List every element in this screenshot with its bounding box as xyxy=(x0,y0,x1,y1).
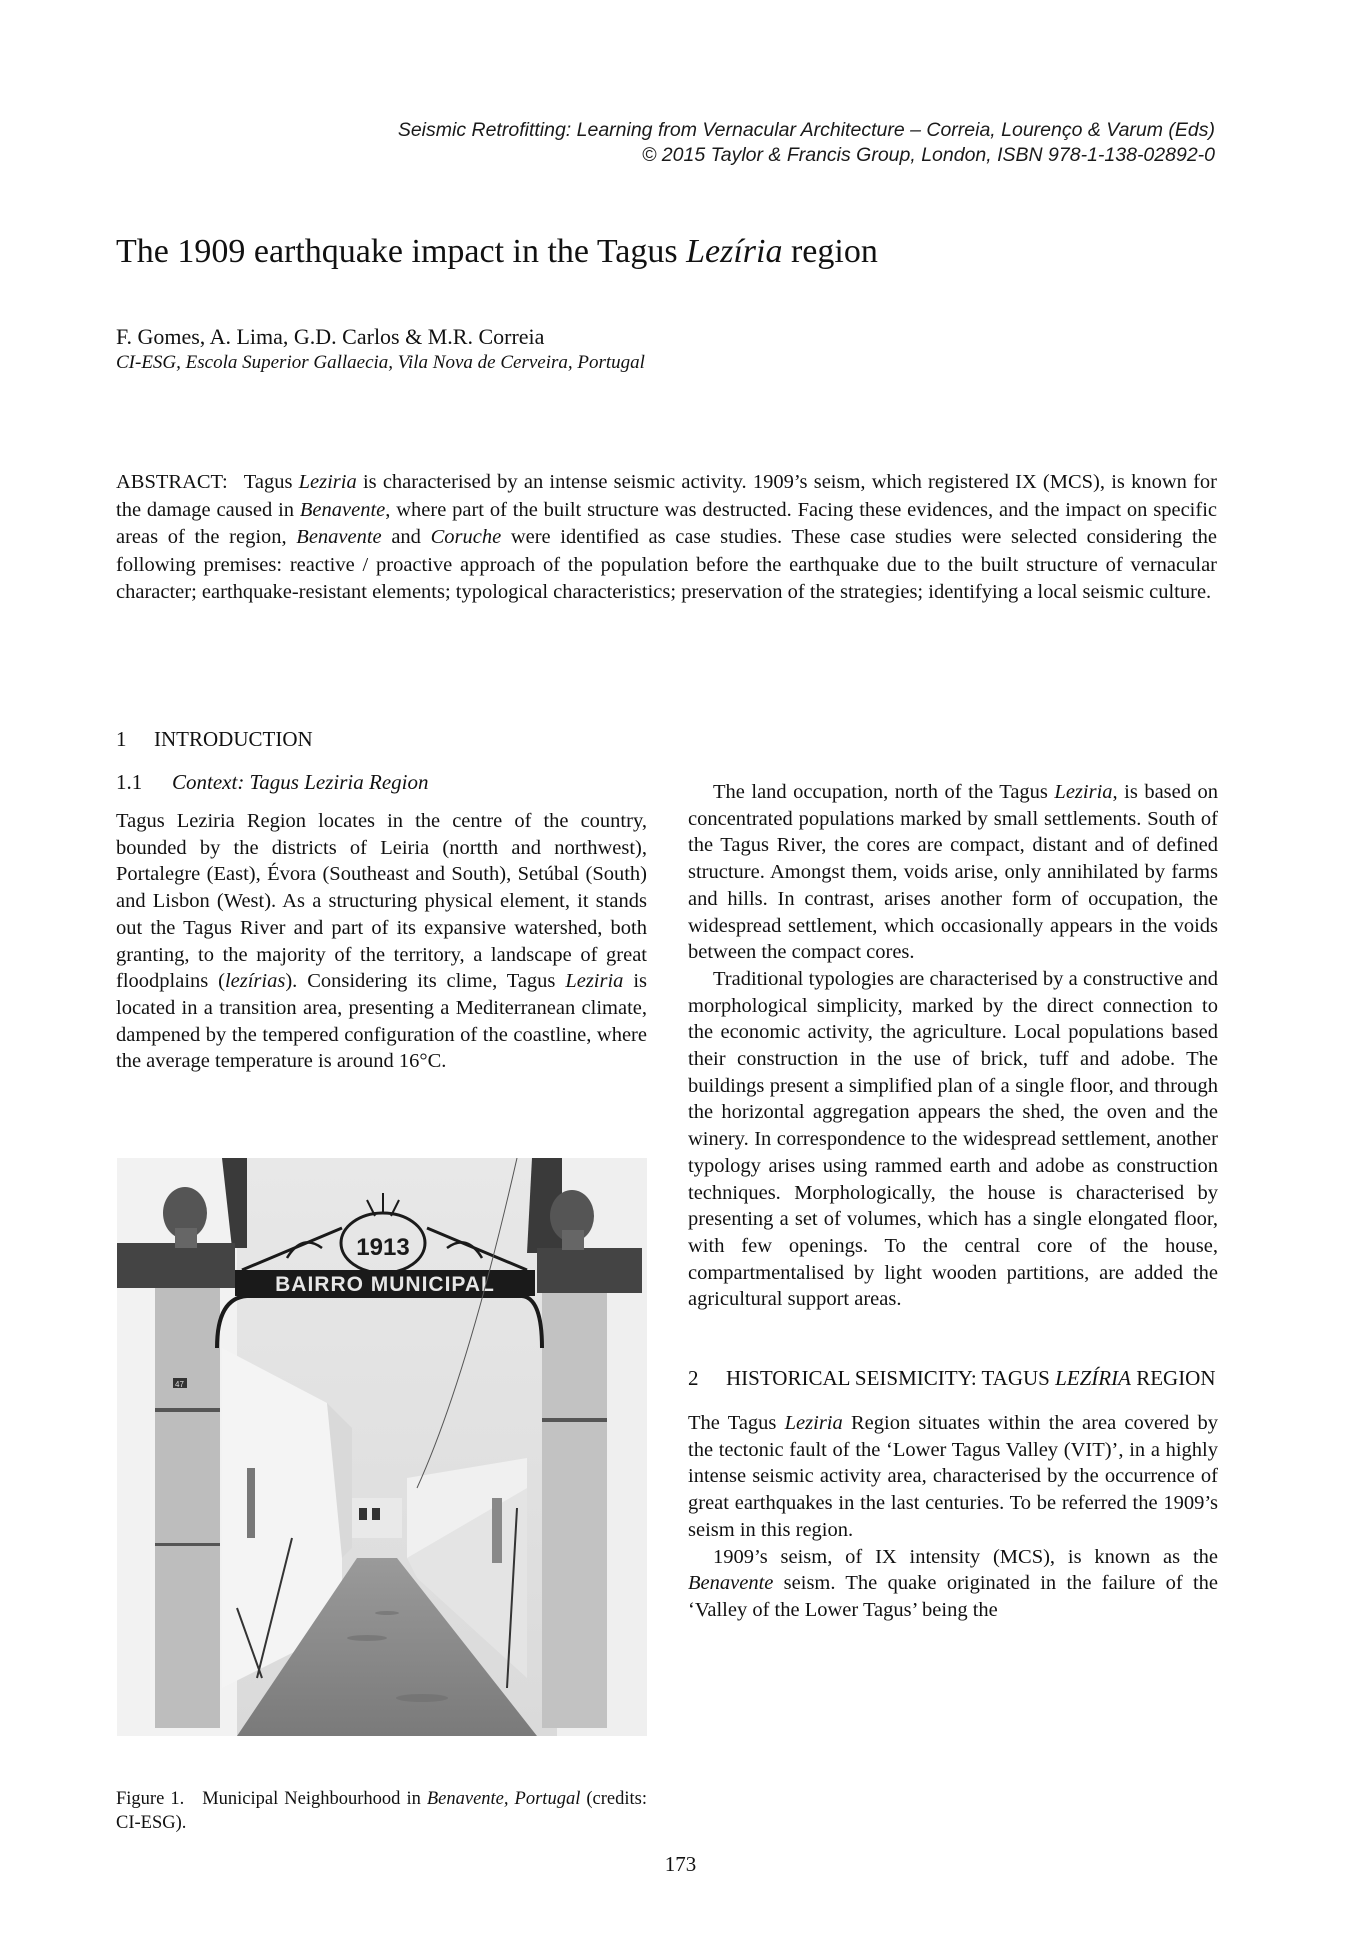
paragraph-italic: Leziria xyxy=(565,970,624,993)
paragraph-text: seism. The quake originated in the failure of the ‘Valley of the Lower Tagus’ being the xyxy=(688,1572,1218,1621)
section-title-text: REGION xyxy=(1130,1366,1216,1391)
paragraph-text: The land occupation, north of the Tagus xyxy=(713,781,1055,803)
right-column xyxy=(688,726,1218,1624)
abstract-text: is characterised by an intense seismic activity. 1909’s seism, which registered IX (MCS), is known for the damage caused in xyxy=(116,471,1217,521)
abstract-italic: Leziria xyxy=(298,471,357,493)
affiliation: CI-ESG, Escola Superior Gallaecia, Vila Nova de Cerveira, Portugal xyxy=(116,352,645,373)
paragraph-text: , is based on concentrated populations marked by small settlements. South of the Tagus River, the cores are compact, distant and of defined structure. Amongst them, voids arise, only annihilated by farms and hills. In contrast, arises another form of occupation, the widespread settlement, which occasionally appears in the voids between the compact cores. xyxy=(688,781,1219,964)
section-2-heading xyxy=(688,1365,1218,1392)
section-number: 2 xyxy=(688,1366,699,1391)
authors: F. Gomes, A. Lima, G.D. Carlos & M.R. Correia xyxy=(116,324,545,349)
figure-1-caption xyxy=(116,1787,647,1835)
abstract xyxy=(116,469,1217,607)
caption-label: Figure 1. xyxy=(116,1789,185,1809)
section-title-text: HISTORICAL SEISMICITY: TAGUS xyxy=(726,1366,1056,1391)
section-title xyxy=(726,1365,1216,1392)
abstract-text: and xyxy=(381,526,431,549)
paragraph-italic: lezírias xyxy=(224,970,286,993)
sign-year: 1913 xyxy=(356,1234,410,1261)
title-italic: Lezíria xyxy=(686,233,783,270)
running-head-book: Seismic Retrofitting: Learning from Vernacular Architecture – Correia, Lourenço & Varum (Eds) xyxy=(397,119,1215,141)
running-head xyxy=(398,118,1215,168)
abstract-text: , where part of the built structure was destructed. Facing these evidences, and the impact on specific areas of the region, xyxy=(116,498,1217,549)
section-1-heading xyxy=(116,726,647,753)
door-number: 47 xyxy=(175,1380,184,1389)
paragraph-italic: Benavente xyxy=(688,1572,774,1595)
paragraph-text: The Tagus xyxy=(688,1412,785,1435)
sign-text: BAIRRO MUNICIPAL xyxy=(275,1273,495,1296)
subsection-1-1-heading xyxy=(116,769,647,796)
figure-1-photo xyxy=(117,1158,647,1736)
paragraph-seismicity-1 xyxy=(688,1410,1218,1544)
caption-text: (credits: CI-ESG). xyxy=(116,1789,647,1833)
caption-text: Municipal Neighbourhood in xyxy=(202,1789,427,1809)
paper-title xyxy=(116,232,878,272)
paragraph-italic: Leziria xyxy=(784,1412,843,1435)
paragraph-intro-3: Traditional typologies are characterised by a constructive and morphological simplicity, marked by the direct connection to the economic activity, the agriculture. Local populations based their construction in the use of brick, tuff and adobe. The buildings present a simplified plan of a single floor, and through the horizontal aggregation appears the shed, the oven and the winery. In correspondence to the widespread settlement, another typology arises using rammed earth and adobe as construction techniques. Morphologically, the house is characterised by presenting a set of volumes, which has a single elongated floor, with few openings. To the central core of the house, compartmentalised by light wooden partitions, are added the agricultural support areas. xyxy=(688,967,1218,1311)
subsection-title: Context: Tagus Leziria Region xyxy=(172,770,429,794)
section-title-italic: LEZÍRIA xyxy=(1055,1366,1131,1391)
abstract-text: Tagus xyxy=(243,471,299,493)
paragraph-text: Region situates within the area covered by the tectonic fault of the ‘Lower Tagus Valley (VIT)’, in a highly intense seismic activity area, characterised by the occurrence of great earthquakes in the last centuries. To be referred the 1909’s seism in this region. xyxy=(688,1412,1219,1541)
title-text-end: region xyxy=(782,233,878,270)
paragraph-text: is located in a transition area, presenting a Mediterranean climate, dampened by the tempered configuration of the coastline, where the average temperature is around 16°C. xyxy=(116,970,647,1073)
page-number: 173 xyxy=(664,1852,697,1876)
section-number: 1 xyxy=(116,727,127,751)
paragraph-intro-2 xyxy=(688,779,1218,966)
subsection-number: 1.1 xyxy=(116,770,143,794)
paragraph-text: Tagus Leziria Region locates in the centre of the country, bounded by the districts of Leiria (nortth and northwest), Portalegre (East), Évora (Southeast and South), Setúbal (South) and Lisbon (West). As a structuring physical element, it stands out the Tagus River and part of its expansive watershed, both granting, to the majority of the territory, a landscape of great floodplains ( xyxy=(116,810,647,993)
paragraph-seismicity-2 xyxy=(688,1544,1218,1624)
paragraph-intro-1 xyxy=(116,808,647,1074)
left-column xyxy=(116,726,647,1074)
abstract-italic: Benavente xyxy=(299,498,386,521)
paragraph-text: 1909’s seism, of IX intensity (MCS), is known as the xyxy=(713,1545,1218,1568)
paragraph-continuation xyxy=(688,726,1218,727)
paragraph-text: ). Considering its clime, Tagus xyxy=(285,970,566,993)
abstract-label: ABSTRACT: xyxy=(116,471,228,493)
caption-italic: Benavente, Portugal xyxy=(426,1789,581,1809)
abstract-italic: Coruche xyxy=(430,526,502,549)
paragraph-italic: Leziria xyxy=(1054,781,1113,803)
paragraph-intro-1-continued xyxy=(688,726,1218,779)
title-text: The 1909 earthquake impact in the Tagus xyxy=(116,233,687,270)
section-title: INTRODUCTION xyxy=(154,727,313,751)
abstract-text: were identified as case studies. These case studies were selected considering the following premises: reactive / proactive approach of the population before the earthquake due to the built structure of vernacular character; earthquake-resistant elements; typological characteristics; preservation of the strategies; identifying a local seismic culture. xyxy=(116,526,1218,604)
abstract-italic: Benavente xyxy=(296,526,382,549)
street-gate-photo xyxy=(117,1158,647,1736)
running-head-copyright: © 2015 Taylor & Francis Group, London, ISBN 978-1-138-02892-0 xyxy=(642,144,1215,166)
